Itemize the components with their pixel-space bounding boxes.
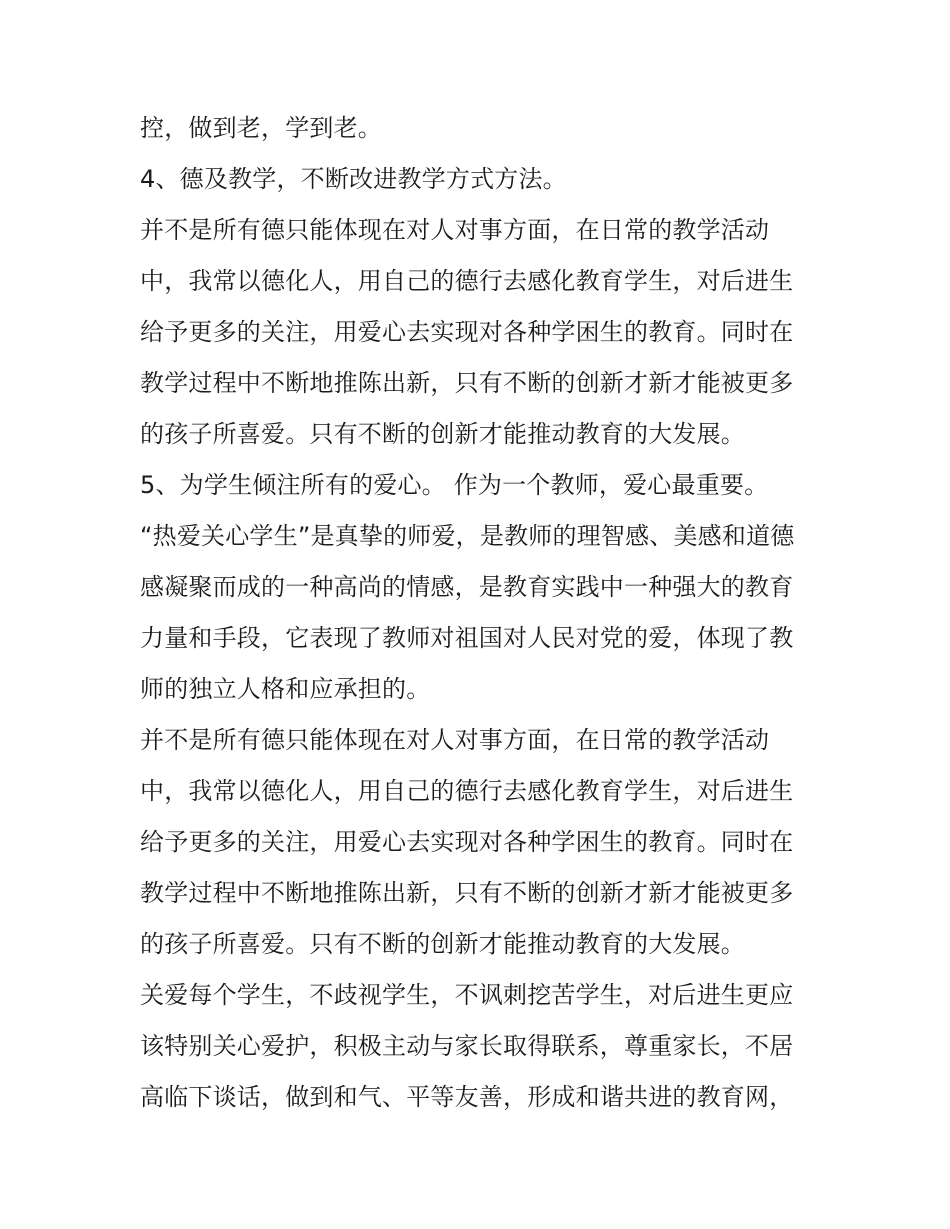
- text-line: 并不是所有德只能体现在对人对事方面，在日常的教学活动: [140, 216, 770, 244]
- text-line: 师的独立人格和应承担的。: [140, 675, 431, 703]
- text-line: 中，我常以德化人，用自己的德行去感化教育学生，对后进生: [140, 267, 794, 295]
- text-line: 该特别关心爱护，积极主动与家长取得联系，尊重家长，不居: [140, 1032, 794, 1060]
- text-line: 给予更多的关注，用爱心去实现对各种学困生的教育。同时在: [140, 318, 794, 346]
- text-line: 给予更多的关注，用爱心去实现对各种学困生的教育。同时在: [140, 828, 794, 856]
- section-heading: 4、德及教学，不断改进教学方式方法。: [140, 165, 567, 193]
- text-line: 力量和手段，它表现了教师对祖国对人民对党的爱，体现了教: [140, 624, 794, 652]
- text-line: 感凝聚而成的一种高尚的情感，是教育实践中一种强大的教育: [140, 573, 794, 601]
- text-line: 教学过程中不断地推陈出新，只有不断的创新才新才能被更多: [140, 369, 794, 397]
- text-line: 控，做到老，学到老。: [140, 114, 382, 142]
- body-text: [140, 103, 820, 1123]
- text-line: 中，我常以德化人，用自己的德行去感化教育学生，对后进生: [140, 777, 794, 805]
- text-line: 的孩子所喜爱。只有不断的创新才能推动教育的大发展。: [140, 420, 745, 448]
- text-line: “热爱关心学生”是真挚的师爱，是教师的理智感、美感和道德: [140, 522, 795, 550]
- text-line: 教学过程中不断地推陈出新，只有不断的创新才新才能被更多: [140, 879, 794, 907]
- text-line: 高临下谈话，做到和气、平等友善，形成和谐共进的教育网，: [140, 1083, 794, 1111]
- text-line: 的孩子所喜爱。只有不断的创新才能推动教育的大发展。: [140, 930, 745, 958]
- text-line: 关爱每个学生，不歧视学生，不讽刺挖苦学生，对后进生更应: [140, 981, 794, 1009]
- section-heading: 5、为学生倾注所有的爱心。 作为一个教师，爱心最重要。: [140, 471, 769, 499]
- text-line: 并不是所有德只能体现在对人对事方面，在日常的教学活动: [140, 726, 770, 754]
